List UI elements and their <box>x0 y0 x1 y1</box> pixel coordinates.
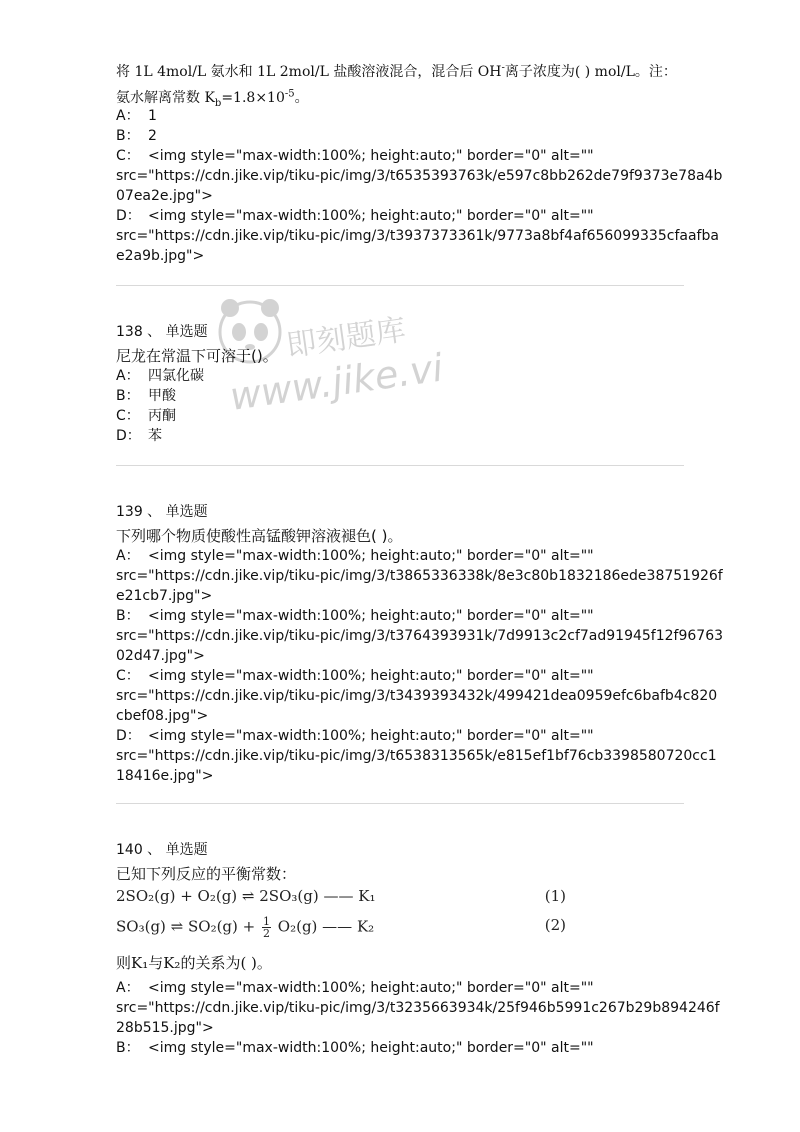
divider <box>116 803 684 804</box>
q139-stem: 下列哪个物质使酸性高锰酸钾溶液褪色( )。 <box>116 527 403 545</box>
option-key: D： <box>116 208 141 224</box>
q137-option-d-line2: src="https://cdn.jike.vip/tiku-pic/img/3/t3937373361k/9773a8bf4af656099335cfaafba <box>116 228 719 244</box>
q137-option-a[interactable] <box>116 106 686 126</box>
q137-stem-end: 。 <box>294 90 309 106</box>
q139-header: 139 、 单选题 <box>116 504 208 520</box>
q139-option-c-line3: cbef08.jpg"> <box>116 708 209 724</box>
q137-stem-part1: 将 1L 4mol/L 氨水和 1L 2mol/L 盐酸溶液混合，混合后 OH <box>116 64 502 80</box>
q138-header: 138 、 单选题 <box>116 324 208 340</box>
q140-header: 140 、 单选题 <box>116 842 208 858</box>
option-text: <img style="max-width:100%; height:auto;" border="0" alt="" <box>148 548 594 564</box>
q140-option-a-line2: src="https://cdn.jike.vip/tiku-pic/img/3/t3235663934k/25f946b5991c267b29b894246f <box>116 1000 720 1016</box>
option-text: 苯 <box>148 428 162 444</box>
q138-option-b[interactable] <box>116 386 686 406</box>
option-key: B： <box>116 388 140 404</box>
divider <box>116 285 684 286</box>
option-text: <img style="max-width:100%; height:auto;" border="0" alt="" <box>148 148 594 164</box>
equation-text: O₂(g) —— K₂ <box>277 917 375 936</box>
equation-text: SO₃(g) ⇌ SO₂(g) + <box>116 917 256 936</box>
q140-option-b[interactable] <box>116 1038 686 1058</box>
q137-stem-value: =1.8×10 <box>221 90 285 106</box>
fraction-numerator: 1 <box>263 915 271 928</box>
fraction <box>262 916 271 939</box>
option-text: 2 <box>148 128 157 144</box>
option-text: 甲酸 <box>148 388 176 404</box>
option-text: <img style="max-width:100%; height:auto;" border="0" alt="" <box>148 668 594 684</box>
q137-stem-sup: - <box>501 62 505 74</box>
q138-stem: 尼龙在常温下可溶于()。 <box>116 347 278 365</box>
q140-option-a[interactable] <box>116 978 686 998</box>
equation-text: 2SO₂(g) + O₂(g) ⇌ 2SO₃(g) —— K₁ <box>116 887 376 905</box>
fraction-denominator: 2 <box>263 927 271 940</box>
q139-option-c-line2: src="https://cdn.jike.vip/tiku-pic/img/3/t3439393432k/499421dea0959efc6bafb4c820 <box>116 688 718 704</box>
q138-option-d[interactable] <box>116 426 686 446</box>
q139-option-a[interactable] <box>116 546 686 566</box>
q139-option-b-line2: src="https://cdn.jike.vip/tiku-pic/img/3/t3764393931k/7d9913c2cf7ad91945f12f96763 <box>116 628 724 644</box>
option-text: <img style="max-width:100%; height:auto;" border="0" alt="" <box>148 608 594 624</box>
option-text: <img style="max-width:100%; height:auto;" border="0" alt="" <box>148 208 594 224</box>
option-key: A： <box>116 108 140 124</box>
q137-stem-line2 <box>116 88 686 108</box>
option-text: 丙酮 <box>148 408 176 424</box>
divider <box>116 465 684 466</box>
q140-option-a-line3: 28b515.jpg"> <box>116 1020 214 1036</box>
option-key: B： <box>116 1040 140 1056</box>
equation-number: (2) <box>544 916 566 934</box>
q140-stem2: 则K₁与K₂的关系为( )。 <box>116 954 272 972</box>
q140-equation-1 <box>116 887 566 911</box>
q137-option-c-line3: 07ea2e.jpg"> <box>116 188 213 204</box>
option-text: 1 <box>148 108 157 124</box>
q138-option-c[interactable] <box>116 406 686 426</box>
q139-option-b-line3: 02d47.jpg"> <box>116 648 205 664</box>
option-key: B： <box>116 608 140 624</box>
q137-stem-sub: b <box>214 97 222 109</box>
q140-equation-2 <box>116 916 566 940</box>
q137-option-d-line3: e2a9b.jpg"> <box>116 248 205 264</box>
q137-option-c[interactable] <box>116 146 686 166</box>
option-key: C： <box>116 148 140 164</box>
option-text: <img style="max-width:100%; height:auto;" border="0" alt="" <box>148 728 594 744</box>
q137-stem-part2: 离子浓度为( ) mol/L。注： <box>504 64 677 80</box>
q139-option-b[interactable] <box>116 606 686 626</box>
q139-option-d-line2: src="https://cdn.jike.vip/tiku-pic/img/3/t6538313565k/e815ef1bf76cb3398580720cc1 <box>116 748 717 764</box>
option-key: A： <box>116 368 140 384</box>
q137-stem-kb: 氨水解离常数 K <box>116 90 215 106</box>
option-key: C： <box>116 668 140 684</box>
q139-option-a-line3: e21cb7.jpg"> <box>116 588 213 604</box>
q139-option-d-line3: 18416e.jpg"> <box>116 768 214 784</box>
option-text: 四氯化碳 <box>148 368 204 384</box>
option-key: A： <box>116 548 140 564</box>
option-text: <img style="max-width:100%; height:auto;" border="0" alt="" <box>148 1040 594 1056</box>
q137-option-d[interactable] <box>116 206 686 226</box>
q137-stem-exp: -5 <box>284 88 295 100</box>
watermark-text-cn: 即刻题库 <box>284 312 408 364</box>
q140-stem: 已知下列反应的平衡常数： <box>116 865 297 883</box>
q139-option-d[interactable] <box>116 726 686 746</box>
option-key: D： <box>116 428 141 444</box>
q139-option-c[interactable] <box>116 666 686 686</box>
watermark-text-url: www.jike.vip <box>227 342 442 419</box>
q139-option-a-line2: src="https://cdn.jike.vip/tiku-pic/img/3/t3865336338k/8e3c80b1832186ede38751926f <box>116 568 723 584</box>
equation-number: (1) <box>544 887 566 905</box>
option-key: B： <box>116 128 140 144</box>
option-key: A： <box>116 980 140 996</box>
q137-option-c-line2: src="https://cdn.jike.vip/tiku-pic/img/3/t6535393763k/e597c8bb262de79f9373e78a4b <box>116 168 723 184</box>
option-key: D： <box>116 728 141 744</box>
q138-option-a[interactable] <box>116 366 686 386</box>
option-key: C： <box>116 408 140 424</box>
q137-stem-line1 <box>116 62 686 82</box>
q137-option-b[interactable] <box>116 126 686 146</box>
option-text: <img style="max-width:100%; height:auto;" border="0" alt="" <box>148 980 594 996</box>
